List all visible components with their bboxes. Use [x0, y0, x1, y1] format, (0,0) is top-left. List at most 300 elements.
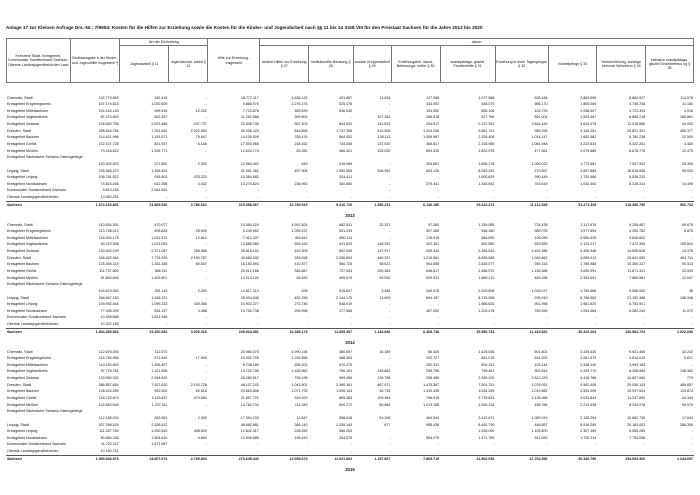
table-cell: 11.072 [682, 308, 693, 313]
table-cell: 38 [689, 288, 693, 293]
table-row [6, 175, 694, 182]
table-cell: 515.647 [339, 288, 353, 293]
row-label: Kreisgebiet Mittelsachsen [7, 235, 48, 240]
table-cell: 821.937 [154, 142, 168, 146]
table-cell: 558.618 [339, 415, 353, 420]
table-row [6, 282, 694, 289]
table-cell: 495.784 [534, 402, 548, 407]
table-cell: 30.715 [379, 389, 391, 394]
table-cell: 877 [384, 422, 391, 427]
table-cell: 11.671.321 [627, 269, 646, 273]
row-label: Sachsen [6, 329, 70, 336]
table-row [6, 229, 694, 236]
table-cell: 227.892 [154, 161, 168, 166]
table-cell: 1.018.077 [531, 288, 548, 293]
table-cell: 6.315.314 [629, 181, 646, 186]
table-cell [168, 282, 207, 289]
table-cell: 145.683 [377, 369, 391, 374]
table-cell: 23.260.682 [120, 329, 169, 336]
table-cell [646, 155, 694, 162]
table-cell: 155.604 [680, 242, 693, 247]
table-cell: 969.459 [339, 376, 353, 381]
table-cell: 1.800.069 [580, 102, 597, 107]
table-cell: 464.544 [426, 415, 440, 420]
table-cell: 4.962.408 [580, 382, 597, 387]
table-cell: 1.105.400 [531, 429, 548, 434]
table-cell: 119.150.800 [98, 362, 119, 367]
table-cell: 6.916.289 [580, 422, 597, 427]
table-cell: 1.039.237 [291, 229, 308, 234]
table-cell: 3.748.758 [629, 102, 646, 107]
table-cell: 694.157 [426, 295, 440, 300]
row-label: Kreisgebiet Nordsachsen [7, 435, 48, 440]
table-cell: - [205, 168, 207, 173]
table-cell: 339.344 [426, 249, 440, 254]
table-cell: 344.092 [426, 102, 440, 107]
table-cell: 2.128.254 [580, 415, 597, 420]
table-row [6, 235, 694, 242]
table-cell: 531.239 [339, 229, 353, 234]
table-cell: 1.504.810 [151, 435, 168, 440]
table-cell: 130.932.199 [98, 249, 119, 254]
table-row [6, 262, 694, 269]
table-cell: - [257, 449, 259, 454]
table-cell: 1.013.158 [423, 402, 440, 407]
table-cell: 102.779.892 [98, 95, 119, 100]
table-cell: 36.422.264 [548, 329, 597, 336]
table-cell: - [643, 315, 646, 320]
table-cell: 12.475 [682, 148, 693, 153]
table-cell: 116.760.956 [98, 356, 119, 361]
table-row [6, 288, 694, 295]
table-cell: 12.810 [195, 235, 207, 240]
year-label-2013: 2013 [345, 213, 355, 218]
table-cell: 2.533.209 [580, 389, 597, 394]
table-cell: - [437, 442, 440, 447]
table-cell: - [389, 102, 391, 107]
table-cell: - [389, 108, 391, 113]
table-cell [391, 409, 440, 416]
table-cell: 892.945 [339, 249, 353, 254]
table-cell [597, 282, 646, 289]
table-cell: 8.739.008 [478, 295, 495, 300]
table-row [6, 429, 694, 436]
table-cell: - [257, 442, 259, 447]
table-row [6, 181, 694, 188]
row-label: Kreisgebiet Görlitz [7, 269, 37, 273]
table-cell: 2.348.140 [580, 362, 597, 367]
table-cell [353, 409, 391, 416]
table-cell: 408.500 [193, 429, 207, 434]
table-cell: 1.049.662 [531, 255, 548, 260]
table-cell: 112.676.393 [98, 349, 119, 354]
table-cell: 1.306.407 [151, 362, 168, 367]
table-cell: 2.623.466 [151, 122, 168, 127]
table-cell: - [205, 402, 207, 407]
table-cell: 108.112 [377, 135, 391, 140]
table-cell: 304.661 [426, 161, 440, 166]
table-cell [120, 282, 169, 289]
table-cell: 10.682.730 [627, 415, 646, 420]
table-cell: 302.361 [426, 242, 440, 247]
table-cell: 737.533 [339, 269, 353, 273]
table-cell: 228.269 [294, 429, 308, 434]
table-cell: 359.539 [294, 108, 308, 113]
table-header [6, 38, 694, 83]
table-cell: 502.457 [154, 115, 168, 120]
table-cell: 29.050.143 [627, 382, 646, 387]
table-cell [353, 282, 391, 289]
table-cell: 74.824.166 [100, 181, 119, 186]
table-cell: 4.614.010 [629, 356, 646, 361]
data-block-2013 [6, 95, 694, 209]
table-cell: 1.671.967 [151, 442, 168, 447]
table-cell: 1.203.478 [478, 308, 495, 313]
table-cell: 7.501.751 [478, 382, 495, 387]
table-cell: - [691, 175, 693, 180]
table-cell: 2.326.512 [151, 422, 168, 427]
table-cell: 470.580 [193, 396, 207, 400]
table-cell: 636.040 [339, 108, 353, 113]
table-cell [260, 282, 309, 289]
row-label: Kreisgebiet Mittelsachsen [7, 362, 48, 367]
table-cell: 2.213.438 [580, 402, 597, 407]
row-label: Dresden, Stadt [7, 382, 31, 387]
header-erziehungsbeistand: Erziehungsbei- stand, Betreuungs- helfer § 30 [391, 46, 440, 83]
table-row [6, 449, 694, 456]
table-cell: 1.145.388 [531, 269, 548, 273]
table-cell: 182.418 [154, 95, 168, 100]
table-row [6, 135, 694, 142]
table-cell: 734.348 [339, 142, 353, 146]
table-cell: 601.601 [534, 349, 548, 354]
table-cell: 12.702.556 [495, 456, 548, 463]
data-table [6, 349, 694, 463]
table-cell: 12.964.492 [240, 161, 259, 166]
header-kreis: Kreisfreie Stadt, Kreisgebiet, Kommunaler Sozialverband Sachsen, Oberste Landesjugendbehörden Land [7, 39, 71, 83]
table-cell: 7.251.661 [151, 128, 168, 133]
table-cell: 457.052 [426, 308, 440, 313]
table-cell: - [389, 429, 391, 434]
table-cell: - [350, 449, 353, 454]
table-cell: 1.981.620 [580, 302, 597, 307]
table-cell: 33.327 [379, 222, 391, 227]
header-tagesgruppe: Erziehung in einer Tagesgruppe § 32 [495, 46, 548, 83]
table-cell [440, 409, 495, 416]
table-cell: 1.099.233 [151, 302, 168, 307]
year-label-2014: 2014 [345, 340, 355, 345]
header-andere-hilfen: andere Hilfen zur Erziehung § 27 [260, 46, 309, 83]
table-cell: 20.912.166 [240, 269, 259, 273]
table-cell: 1.296.771 [151, 148, 168, 153]
table-cell: 118.742.874 [98, 396, 119, 400]
table-cell: 2.100.728 [190, 382, 207, 387]
row-label: Kreisgebiet Meißen [7, 148, 38, 153]
table-cell: 31.951.362 [240, 168, 259, 173]
table-cell: 1.834.350.563 [70, 329, 120, 336]
table-cell: 1.831.946 [151, 315, 168, 320]
row-label: Chemnitz, Stadt [7, 95, 33, 100]
table-cell: - [350, 195, 353, 200]
table-row [6, 329, 694, 336]
table-cell: 6.146.186 [391, 202, 440, 209]
table-cell: 1.666.625 [478, 302, 495, 307]
table-cell: - [595, 322, 597, 327]
table-cell: - [389, 235, 391, 240]
table-cell [548, 409, 597, 416]
table-cell: 1.224.296 [423, 128, 440, 133]
table-cell: 18.777.117 [240, 95, 259, 100]
table-cell: 480.697 [339, 349, 353, 354]
table-cell: 29.163.003 [627, 422, 646, 427]
table-cell: 109.464 [377, 396, 391, 400]
row-label: Kreisgebiet Zwickau [7, 249, 40, 254]
table-cell: - [166, 322, 168, 327]
table-cell: 415.969 [339, 161, 353, 166]
table-cell: 891.004 [534, 115, 548, 120]
table-cell: - [389, 322, 391, 327]
table-cell: 2.253.772 [580, 369, 597, 374]
table-cell: 43.943 [682, 269, 693, 273]
table-cell: 90.219.508 [100, 242, 119, 247]
table-cell: 10.456.688 [100, 315, 119, 320]
table-cell: 525.476 [339, 102, 353, 107]
table-cell: 14.657.660 [627, 376, 646, 381]
table-cell: 468.817 [426, 142, 440, 146]
table-cell: 105.030 [534, 235, 548, 240]
table-cell: - [691, 449, 693, 454]
table-cell: 109.020 [377, 148, 391, 153]
table-cell: 1.157.667 [353, 456, 391, 463]
table-cell: 106.781.522 [98, 175, 119, 180]
table-row [6, 102, 694, 109]
table-cell: 4.990.194 [291, 349, 308, 354]
header-jugendsozialarbeit: Jugendsozial- arbeit § 13 [169, 46, 208, 83]
table-cell [440, 155, 495, 162]
table-cell: 936.803 [154, 175, 168, 180]
table-cell: - [546, 195, 548, 200]
table-cell: 611.629 [339, 242, 353, 247]
table-cell: 864.052 [339, 135, 353, 140]
table-row [6, 362, 694, 369]
table-cell: 21.865.630 [120, 202, 169, 209]
table-cell: 112.570 [154, 349, 168, 354]
table-cell: - [389, 302, 391, 307]
table-cell: 349.578 [426, 288, 440, 293]
table-cell [208, 155, 260, 162]
table-cell: 114.621.996 [98, 135, 119, 140]
table-cell: 1.822.978 [478, 148, 495, 153]
table-cell: 118.204.175 [98, 235, 119, 240]
table-cell: 104.679.300 [98, 288, 119, 293]
table-cell: - [691, 302, 693, 307]
table-cell: 1.121.556 [151, 369, 168, 374]
table-cell: 2.394.510 [478, 249, 495, 254]
table-cell: 9.621 [684, 356, 693, 361]
table-cell: - [306, 322, 308, 327]
table-cell: 7.723.876 [242, 108, 259, 113]
table-cell: 865.383 [339, 396, 353, 400]
table-row [6, 409, 694, 416]
header-brutto: Bruttoausgabe n der Kinder- und Jugendhilfe insgesamt ¹) [70, 39, 120, 83]
table-row [6, 308, 694, 315]
table-cell: 440.337 [377, 255, 391, 260]
table-cell: - [546, 322, 548, 327]
table-cell: 4.406.946 [580, 249, 597, 254]
table-cell: 2.486.570 [478, 269, 495, 273]
table-cell: 5.753.901 [629, 302, 646, 307]
table-cell: 466.321 [339, 148, 353, 153]
table-cell: 1.759.668 [580, 288, 597, 293]
table-cell: 26.280.517 [240, 376, 259, 381]
table-cell: 2.786.662 [168, 202, 207, 209]
table-cell: 13.376 [682, 249, 693, 254]
table-row [6, 168, 694, 175]
row-label [6, 161, 70, 168]
table-cell: 1.128.066 [531, 396, 548, 400]
table-cell: 2.371.087 [151, 249, 168, 254]
table-cell: - [691, 362, 693, 367]
table-cell: - [437, 175, 440, 180]
table-cell: 7.472.390 [629, 242, 646, 247]
table-cell: 31.271.325 [548, 202, 597, 209]
row-label: Dresden, Stadt [7, 255, 31, 260]
table-cell: 12.624.774 [240, 148, 259, 153]
table-cell: 1.720.966 [580, 175, 597, 180]
table-cell: 112.185.204 [98, 415, 119, 420]
table-cell: 295.910 [534, 295, 548, 300]
table-cell: - [643, 322, 646, 327]
table-cell: 141.614 [377, 122, 391, 127]
table-cell: 326.951 [377, 168, 391, 173]
table-cell: 1.726.214 [580, 435, 597, 440]
table-cell: 360.860 [339, 181, 353, 186]
table-cell: 1.503.467 [580, 115, 597, 120]
table-cell: - [389, 181, 391, 186]
row-label: Kreisgebiet Zwickau [7, 122, 40, 127]
table-cell: 1.022.046 [646, 329, 694, 336]
table-cell: 901.956 [534, 302, 548, 307]
table-cell: 1.495.453 [151, 168, 168, 173]
table-cell: 7.412.437 [242, 235, 259, 240]
row-label: Kreisgebiet Erzgebirgskreis [7, 356, 51, 361]
table-cell [391, 282, 440, 289]
table-cell: 584.690 [481, 235, 495, 240]
table-cell: 125.306.319 [98, 262, 119, 267]
table-cell: 2.512.229 [531, 376, 548, 381]
table-cell [260, 409, 309, 416]
table-cell: 2.765.804 [168, 456, 207, 463]
table-cell: 2.237.351 [478, 122, 495, 127]
table-cell: 4.597.824 [291, 222, 308, 227]
table-cell: 410.877 [294, 262, 308, 267]
table-cell: - [205, 242, 207, 247]
table-cell: 334.576 [339, 435, 353, 440]
row-label: Kreisgebiet Mittelsachsen [7, 108, 48, 113]
table-cell: 2.336.143 [336, 422, 353, 427]
table-cell: 600.272 [339, 402, 353, 407]
table-row [6, 389, 694, 396]
table-cell: 14.214.100 [240, 275, 259, 280]
table-cell: 913.092 [534, 435, 548, 440]
table-cell: - [389, 315, 391, 320]
table-cell: 1.183.963 [291, 369, 308, 374]
table-cell: 1.050.019 [531, 415, 548, 420]
table-cell: - [306, 442, 308, 447]
table-cell: 649 [301, 161, 308, 166]
table-cell: 10.937.541 [627, 389, 646, 394]
table-cell: - [437, 322, 440, 327]
row-label: Kreisgebiet Meißen [7, 275, 38, 280]
table-cell: 431.687 [339, 95, 353, 100]
table-cell: 1.926.090 [478, 429, 495, 434]
table-cell: 13.634 [379, 95, 391, 100]
header-soziale-gruppenarbeit: soziale Gruppenarbeit § 29 [353, 46, 391, 83]
table-cell: 1.292.896 [291, 356, 308, 361]
table-cell [168, 155, 207, 162]
table-cell: - [205, 195, 207, 200]
table-cell: 482.531 [339, 222, 353, 227]
table-cell: 9.866.970 [242, 102, 259, 107]
header-art-einrichtung: Art der Einrichtung [120, 39, 208, 46]
table-cell: 1.425.536 [478, 349, 495, 354]
row-label: Oberste Landesjugendbehörden [7, 449, 59, 454]
table-cell: 26.390 [682, 161, 693, 166]
row-label [6, 415, 70, 422]
table-cell: 4.442 [197, 181, 207, 186]
table-cell: 31.902.936 [440, 456, 495, 463]
table-cell: 403.611 [294, 235, 308, 240]
table-cell: - [437, 429, 440, 434]
table-cell: 104.164.140 [98, 108, 119, 113]
data-block-2014 [6, 222, 694, 336]
table-cell: 1.550.506 [336, 168, 353, 173]
table-cell: 2.203.898 [478, 288, 495, 293]
table-cell: 468.363 [339, 356, 353, 361]
header-heimerziehung: Heimerziehung, sonstige betreute Wohnform § 34 [597, 46, 646, 83]
table-cell [309, 155, 354, 162]
table-cell: 298.489 [426, 376, 440, 381]
table-cell: 1.006.987 [423, 135, 440, 140]
table-cell: 628.184 [534, 95, 548, 100]
table-row [6, 195, 694, 202]
header-vollzeitpflege: Vollzeitpflege § 33 [548, 46, 597, 83]
table-cell: - [389, 188, 391, 193]
table-cell: 1.600.629 [478, 175, 495, 180]
table-cell: 894.535 [426, 148, 440, 153]
table-cell: 2.300 [197, 161, 207, 166]
table-row [6, 268, 694, 275]
table-cell: 11.722.117 [101, 442, 119, 447]
table-cell: - [350, 315, 353, 320]
table-cell: 6.282.244 [629, 308, 646, 313]
table-cell: 634.933 [534, 356, 548, 361]
table-cell: 8.256.984 [629, 369, 646, 374]
table-cell: 10.322.165 [100, 322, 119, 327]
table-row [6, 302, 694, 309]
row-label: Leipzig, Stadt [7, 295, 29, 300]
table-cell: 205.998 [294, 308, 308, 313]
table-cell [597, 155, 646, 162]
table-cell: 307.366 [426, 229, 440, 234]
table-cell: 154.003.360 [597, 456, 646, 463]
table-cell: 1.014.147 [531, 135, 548, 140]
table-cell: 641.076 [481, 356, 495, 361]
table-cell: - [257, 322, 259, 327]
table-cell: 377.568 [339, 308, 353, 313]
table-cell: 251.115 [154, 288, 168, 293]
table-cell: 999.516 [154, 108, 168, 113]
